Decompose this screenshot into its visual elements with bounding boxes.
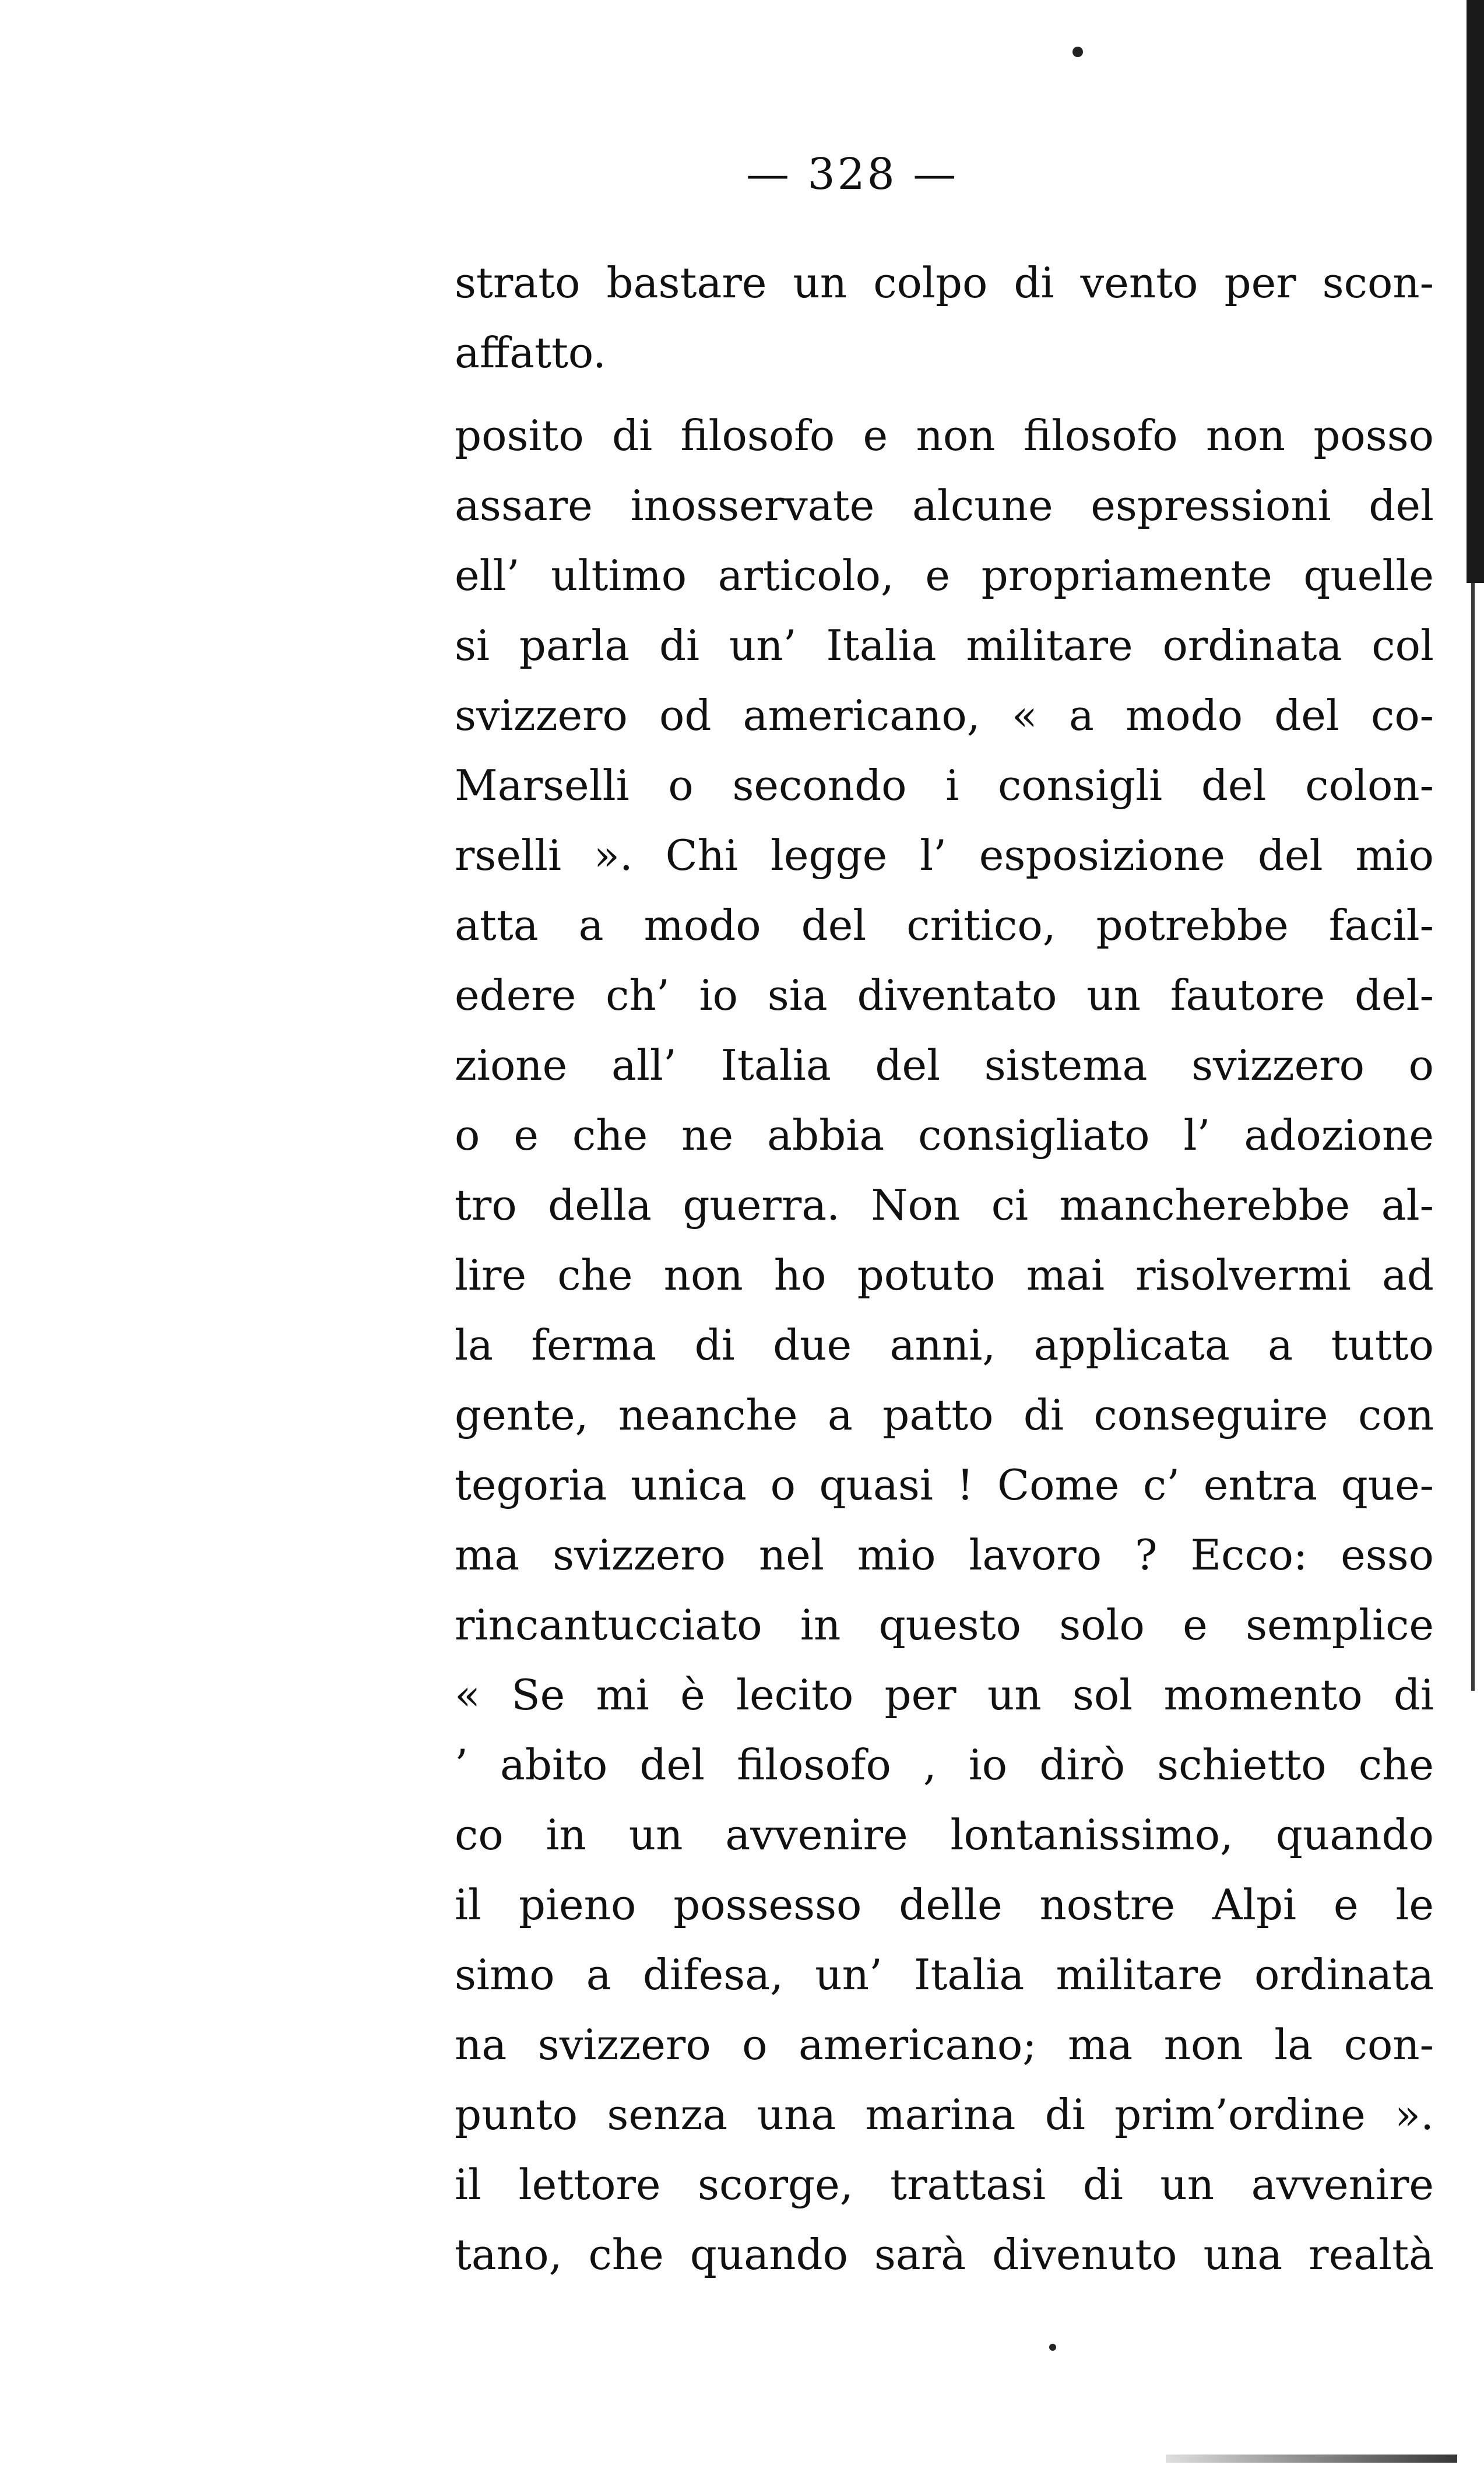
bottom-edge-smudge bbox=[1166, 2455, 1457, 2463]
text-line: punto senza una marina di prim’ordine ». bbox=[455, 2090, 1434, 2139]
text-line: il lettore scorge, trattasi di un avvenire bbox=[455, 2160, 1434, 2209]
ink-speck bbox=[1072, 47, 1083, 57]
text-line: tano, che quando sarà divenuto una realtà bbox=[455, 2230, 1434, 2279]
text-line: gente, neanche a patto di conseguire con bbox=[455, 1391, 1434, 1439]
text-line: simo a difesa, un’ Italia militare ordinata bbox=[455, 1950, 1434, 1999]
text-line: ell’ ultimo articolo, e propriamente quelle bbox=[455, 551, 1434, 600]
text-line: ma svizzero nel mio lavoro ? Ecco: esso bbox=[455, 1530, 1434, 1579]
text-line: co in un avvenire lontanissimo, quando bbox=[455, 1810, 1434, 1859]
text-line: assare inosservate alcune espressioni del bbox=[455, 481, 1434, 530]
text-line: affatto. bbox=[455, 328, 606, 377]
body-text bbox=[455, 248, 1434, 2290]
text-line: edere ch’ io sia diventato un fautore del- bbox=[455, 971, 1434, 1020]
text-line: si parla di un’ Italia militare ordinata col bbox=[455, 621, 1434, 670]
page-binding-shadow bbox=[1471, 583, 1475, 1691]
text-line: Marselli o secondo i consigli del colon- bbox=[455, 761, 1434, 810]
ink-speck bbox=[1049, 2344, 1056, 2351]
text-line: lire che non ho potuto mai risolvermi ad bbox=[455, 1251, 1434, 1300]
text-line: rincantucciato in questo solo e semplice bbox=[455, 1600, 1434, 1649]
text-line: ’ abito del filosofo , io dirò schietto che bbox=[455, 1740, 1434, 1789]
text-line: tegoria unica o quasi ! Come c’ entra que- bbox=[455, 1460, 1434, 1509]
text-line: tro della guerra. Non ci mancherebbe al- bbox=[455, 1181, 1434, 1230]
text-line: il pieno possesso delle nostre Alpi e le bbox=[455, 1880, 1434, 1929]
text-line: strato bastare un colpo di vento per scon- bbox=[455, 258, 1434, 307]
text-line: na svizzero o americano; ma non la con- bbox=[455, 2020, 1434, 2069]
text-line: rselli ». Chi legge l’ esposizione del mio bbox=[455, 831, 1434, 880]
text-line: svizzero od americano, « a modo del co- bbox=[455, 691, 1434, 740]
text-line: posito di filosofo e non filosofo non posso bbox=[455, 411, 1434, 460]
text-line: o e che ne abbia consigliato l’ adozione bbox=[455, 1111, 1434, 1160]
page-binding-edge bbox=[1467, 0, 1484, 583]
text-line: atta a modo del critico, potrebbe facil- bbox=[455, 901, 1434, 950]
text-line: zione all’ Italia del sistema svizzero o bbox=[455, 1041, 1434, 1090]
text-line: « Se mi è lecito per un sol momento di bbox=[455, 1670, 1434, 1719]
text-line: la ferma di due anni, applicata a tutto bbox=[455, 1321, 1434, 1370]
page-number: — 328 — bbox=[746, 149, 959, 199]
